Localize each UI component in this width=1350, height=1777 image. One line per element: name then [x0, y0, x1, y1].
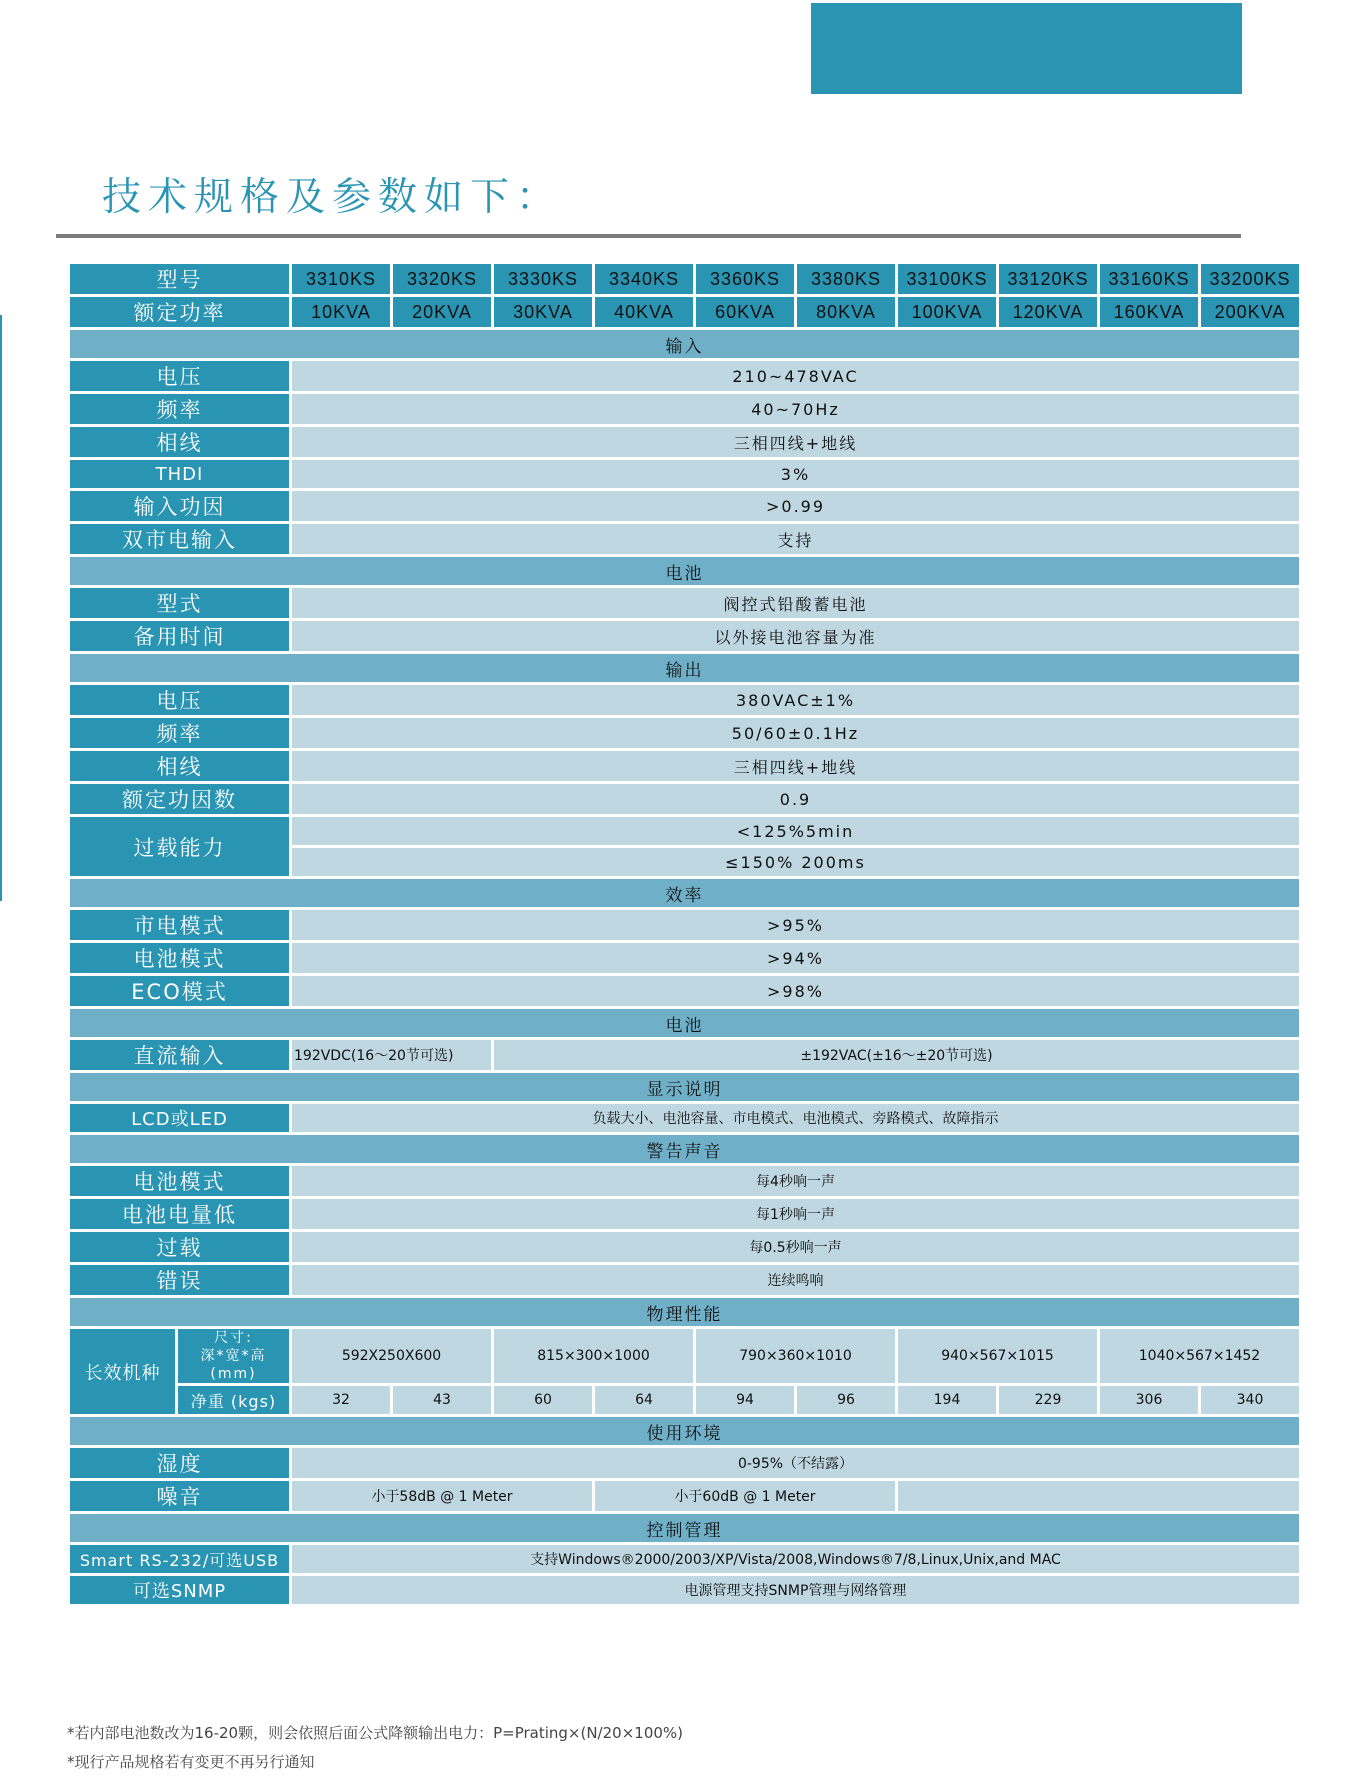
- row-label: THDI: [69, 459, 291, 490]
- spec-table: [67, 261, 1302, 1607]
- section-row: [69, 1416, 1301, 1447]
- weight-cell: 306: [1099, 1385, 1200, 1416]
- row-value: 三相四线+地线: [291, 426, 1301, 459]
- row-label: 噪音: [69, 1480, 291, 1513]
- row-value: 40~70Hz: [291, 393, 1301, 426]
- section-row: [69, 1513, 1301, 1544]
- row-label: 频率: [69, 717, 291, 750]
- page-title: 技术规格及参数如下：: [102, 175, 563, 220]
- spec-row: [69, 587, 1301, 620]
- spec-row: [69, 1103, 1301, 1134]
- size-cell: 815×300×1000: [493, 1328, 695, 1385]
- footnote: *现行产品规格若有变更不再另行通知: [67, 1753, 315, 1771]
- section-environment: 使用环境: [69, 1416, 1301, 1447]
- row-value: 小于58dB @ 1 Meter: [291, 1480, 594, 1513]
- row-value: 每1秒响一声: [291, 1198, 1301, 1231]
- row-value: 192VDC(16～20节可选): [291, 1039, 493, 1072]
- row-value: 支持Windows®2000/2003/XP/Vista/2008,Windows®7/8,Linux,Unix,and MAC: [291, 1544, 1301, 1575]
- row-value: 阀控式铅酸蓄电池: [291, 587, 1301, 620]
- row-value: 负载大小、电池容量、市电模式、电池模式、旁路模式、故障指示: [291, 1103, 1301, 1134]
- section-row: [69, 1297, 1301, 1328]
- spec-row: [69, 783, 1301, 816]
- weight-cell: 96: [796, 1385, 897, 1416]
- row-label: 频率: [69, 393, 291, 426]
- row-label: 备用时间: [69, 620, 291, 653]
- row-value: 支持: [291, 523, 1301, 556]
- size-cell: 790×360×1010: [695, 1328, 897, 1385]
- section-efficiency: 效率: [69, 878, 1301, 909]
- row-value: 小于60dB @ 1 Meter: [594, 1480, 897, 1513]
- physical-weight-row: [69, 1385, 1301, 1416]
- row-label: 错误: [69, 1264, 291, 1297]
- row-label: 湿度: [69, 1447, 291, 1480]
- size-cell: 1040×567×1452: [1099, 1328, 1301, 1385]
- power-cell: 160KVA: [1099, 296, 1200, 329]
- top-color-band: [811, 3, 1242, 94]
- model-cell: 3380KS: [796, 263, 897, 296]
- power-cell: 100KVA: [897, 296, 998, 329]
- spec-row: [69, 523, 1301, 556]
- spec-row: [69, 1544, 1301, 1575]
- power-cell: 120KVA: [998, 296, 1099, 329]
- row-label: 相线: [69, 750, 291, 783]
- weight-cell: 60: [493, 1385, 594, 1416]
- row-label: 电池模式: [69, 942, 291, 975]
- left-edge-stripe: [0, 315, 2, 901]
- section-row: [69, 1134, 1301, 1165]
- spec-table-container: [67, 261, 1301, 1607]
- row-value: 三相四线+地线: [291, 750, 1301, 783]
- row-value: >94%: [291, 942, 1301, 975]
- spec-row: [69, 1575, 1301, 1606]
- row-label: 电压: [69, 360, 291, 393]
- model-cell: 33200KS: [1200, 263, 1301, 296]
- row-value: ±192VAC(±16～±20节可选): [493, 1039, 1301, 1072]
- weight-label: 净重 (kgs): [177, 1385, 291, 1416]
- row-value: 210~478VAC: [291, 360, 1301, 393]
- row-label: 可选SNMP: [69, 1575, 291, 1606]
- model-cell: 33160KS: [1099, 263, 1200, 296]
- spec-row: [69, 750, 1301, 783]
- model-cell: 33120KS: [998, 263, 1099, 296]
- row-label: 额定功因数: [69, 783, 291, 816]
- weight-cell: 340: [1200, 1385, 1301, 1416]
- row-value: 3%: [291, 459, 1301, 490]
- row-label: 电压: [69, 684, 291, 717]
- spec-row: [69, 717, 1301, 750]
- size-label: 尺寸: 深*宽*高(mm): [177, 1328, 291, 1385]
- row-label: 双市电输入: [69, 523, 291, 556]
- row-label: ECO模式: [69, 975, 291, 1008]
- row-value: >0.99: [291, 490, 1301, 523]
- header-model-row: [69, 263, 1301, 296]
- section-alarm: 警告声音: [69, 1134, 1301, 1165]
- physical-size-row: [69, 1328, 1301, 1385]
- header-power-row: [69, 296, 1301, 329]
- row-value: 0-95%（不结露）: [291, 1447, 1301, 1480]
- model-cell: 3340KS: [594, 263, 695, 296]
- model-cell: 3360KS: [695, 263, 796, 296]
- row-label: Smart RS-232/可选USB: [69, 1544, 291, 1575]
- section-row: [69, 878, 1301, 909]
- row-value: 每0.5秒响一声: [291, 1231, 1301, 1264]
- row-label: 直流输入: [69, 1039, 291, 1072]
- spec-row: [69, 1231, 1301, 1264]
- section-row: [69, 556, 1301, 587]
- size-cell: 592X250X600: [291, 1328, 493, 1385]
- row-value: >95%: [291, 909, 1301, 942]
- row-value: 连续鸣响: [291, 1264, 1301, 1297]
- weight-cell: 32: [291, 1385, 392, 1416]
- section-row: [69, 653, 1301, 684]
- section-battery-dc: 电池: [69, 1008, 1301, 1039]
- row-value: >98%: [291, 975, 1301, 1008]
- row-value: 380VAC±1%: [291, 684, 1301, 717]
- power-cell: 40KVA: [594, 296, 695, 329]
- power-cell: 60KVA: [695, 296, 796, 329]
- row-label: 过载能力: [69, 816, 291, 878]
- section-control: 控制管理: [69, 1513, 1301, 1544]
- spec-row: [69, 1039, 1301, 1072]
- row-value: <125%5min: [291, 816, 1301, 847]
- footnotes: [67, 1719, 1301, 1777]
- group-label: 长效机种: [69, 1328, 177, 1416]
- power-label: 额定功率: [69, 296, 291, 329]
- spec-row: [69, 816, 1301, 847]
- spec-row: [69, 909, 1301, 942]
- section-row: [69, 329, 1301, 360]
- row-label: 相线: [69, 426, 291, 459]
- row-value: 每4秒响一声: [291, 1165, 1301, 1198]
- spec-row: [69, 620, 1301, 653]
- weight-cell: 64: [594, 1385, 695, 1416]
- section-display: 显示说明: [69, 1072, 1301, 1103]
- model-cell: 3310KS: [291, 263, 392, 296]
- power-cell: 10KVA: [291, 296, 392, 329]
- section-output: 输出: [69, 653, 1301, 684]
- spec-row: [69, 942, 1301, 975]
- spec-row: [69, 684, 1301, 717]
- spec-row: [69, 490, 1301, 523]
- row-value: 50/60±0.1Hz: [291, 717, 1301, 750]
- weight-cell: 94: [695, 1385, 796, 1416]
- spec-row: [69, 1264, 1301, 1297]
- power-cell: 200KVA: [1200, 296, 1301, 329]
- model-cell: 3330KS: [493, 263, 594, 296]
- row-value: ≤150% 200ms: [291, 847, 1301, 878]
- model-cell: 33100KS: [897, 263, 998, 296]
- footnote: *若内部电池数改为16-20颗，则会依照后面公式降额输出电力：P=Prating×(N/20×100%): [67, 1724, 684, 1742]
- row-value: 0.9: [291, 783, 1301, 816]
- power-cell: 20KVA: [392, 296, 493, 329]
- row-label: 型式: [69, 587, 291, 620]
- row-value: 电源管理支持SNMP管理与网络管理: [291, 1575, 1301, 1606]
- weight-cell: 194: [897, 1385, 998, 1416]
- spec-row: [69, 1480, 1301, 1513]
- title-divider: [56, 234, 1241, 238]
- section-battery: 电池: [69, 556, 1301, 587]
- row-label: 电池模式: [69, 1165, 291, 1198]
- section-row: [69, 1072, 1301, 1103]
- spec-row: [69, 459, 1301, 490]
- spec-row: [69, 1165, 1301, 1198]
- section-physical: 物理性能: [69, 1297, 1301, 1328]
- model-label: 型号: [69, 263, 291, 296]
- power-cell: 80KVA: [796, 296, 897, 329]
- spec-row: [69, 975, 1301, 1008]
- row-label: 市电模式: [69, 909, 291, 942]
- spec-row: [69, 360, 1301, 393]
- section-input: 输入: [69, 329, 1301, 360]
- model-cell: 3320KS: [392, 263, 493, 296]
- spec-row: [69, 1198, 1301, 1231]
- spec-row: [69, 1447, 1301, 1480]
- row-label: LCD或LED: [69, 1103, 291, 1134]
- row-value-empty: [897, 1480, 1301, 1513]
- section-row: [69, 1008, 1301, 1039]
- spec-row: [69, 426, 1301, 459]
- power-cell: 30KVA: [493, 296, 594, 329]
- row-label: 电池电量低: [69, 1198, 291, 1231]
- weight-cell: 229: [998, 1385, 1099, 1416]
- size-cell: 940×567×1015: [897, 1328, 1099, 1385]
- row-value: 以外接电池容量为准: [291, 620, 1301, 653]
- row-label: 输入功因: [69, 490, 291, 523]
- row-label: 过载: [69, 1231, 291, 1264]
- weight-cell: 43: [392, 1385, 493, 1416]
- spec-row: [69, 393, 1301, 426]
